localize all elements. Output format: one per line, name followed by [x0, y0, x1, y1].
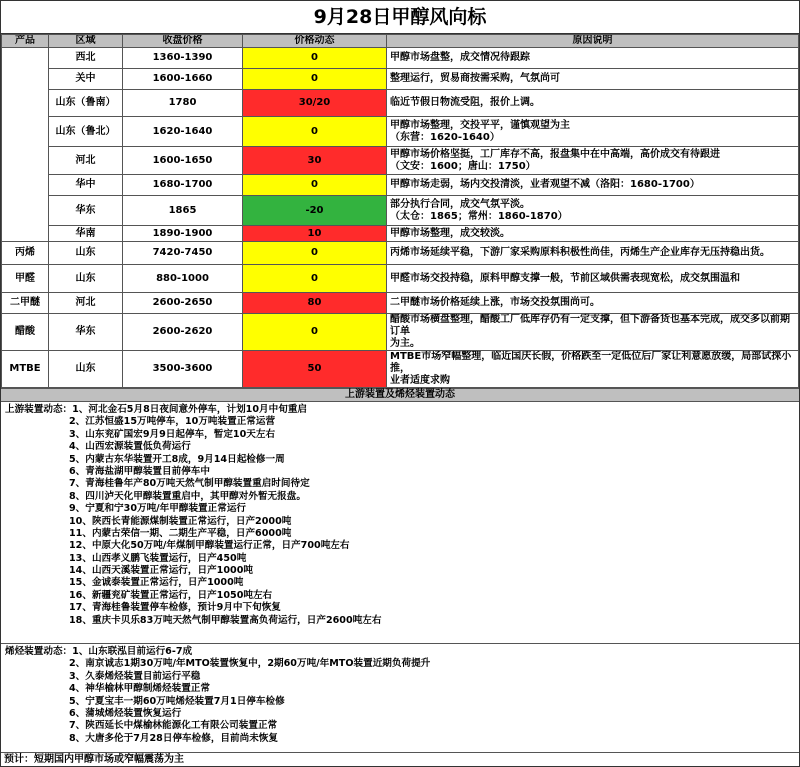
table-row — [2, 90, 799, 117]
region-cell: 华中 — [49, 175, 123, 196]
note-line: 甲醛市场交投持稳，原料甲醇支撑一般，节前区域供需表现宽松，成交氛围温和 — [390, 272, 740, 284]
upstream-item — [5, 441, 795, 453]
change-cell: 0 — [243, 175, 387, 196]
upstream-item — [5, 466, 795, 478]
olefin-text: 2、南京诚志1期30万吨/年MTO装置恢复中，2期60万吨/年MTO装置近期负荷提升 — [69, 658, 431, 670]
upstream-text: 3、山东兖矿国宏9月9日起停车，暂定10天左右 — [69, 428, 276, 440]
region-cell: 山东 — [49, 265, 123, 293]
upstream-label: 上游装置动态： — [5, 404, 73, 415]
product-cell: 甲醛 — [2, 265, 49, 293]
table-row — [2, 242, 799, 265]
note-line: 甲醇市场整理，成交较淡。 — [390, 227, 510, 239]
olefin-text: 8、大唐多伦于7月28日停车检修，目前尚未恢复 — [69, 732, 278, 744]
price-cell: 1600-1650 — [123, 147, 243, 175]
table-row — [2, 175, 799, 196]
price-cell: 1620-1640 — [123, 117, 243, 147]
note-cell — [387, 314, 799, 351]
upstream-text: 14、山西天溪装置正常运行，日产1000吨 — [69, 565, 253, 577]
table-row — [2, 293, 799, 314]
upstream-item — [5, 478, 795, 490]
price-cell: 1680-1700 — [123, 175, 243, 196]
change-cell: 30/20 — [243, 90, 387, 117]
change-cell: 80 — [243, 293, 387, 314]
forecast-text: 预计：短期国内甲醇市场或窄幅震荡为主 — [1, 752, 799, 766]
note-line: 临近节假日物流受阻，报价上调。 — [390, 97, 540, 108]
olefin-block — [1, 643, 799, 747]
upstream-item — [5, 553, 795, 565]
price-table — [1, 34, 799, 388]
note-cell — [387, 242, 799, 265]
upstream-item — [5, 602, 795, 614]
upstream-text: 11、内蒙古荣信一期、二期生产平稳，日产6000吨 — [69, 527, 292, 539]
change-cell: 50 — [243, 351, 387, 388]
note-line: 为主。 — [390, 338, 420, 349]
spacer — [1, 629, 799, 643]
change-cell: -20 — [243, 196, 387, 226]
product-cell: 丙烯 — [2, 242, 49, 265]
upstream-text: 7、青海桂鲁年产80万吨天然气制甲醇装置重启时间待定 — [69, 478, 310, 490]
region-cell: 华南 — [49, 226, 123, 242]
upstream-text: 4、山西宏源装置低负荷运行 — [69, 441, 191, 453]
upstream-text: 5、内蒙古东华装置开工8成，9月14日起检修一周 — [69, 453, 285, 465]
change-cell: 0 — [243, 117, 387, 147]
upstream-text: 8、四川泸天化甲醇装置重启中，其甲醇对外暂无报盘。 — [69, 490, 306, 502]
product-cell: MTBE — [2, 351, 49, 388]
olefin-item — [5, 708, 795, 720]
note-line: MTBE市场窄幅整理，临近国庆长假，价格跌至一定低位后厂家让利意愿放缓，局部试探小推， — [390, 351, 792, 374]
note-cell — [387, 48, 799, 69]
upstream-item — [5, 528, 795, 540]
header-region: 区域 — [49, 35, 123, 48]
note-cell — [387, 351, 799, 388]
upstream-item — [5, 565, 795, 577]
note-cell — [387, 147, 799, 175]
header-note: 原因说明 — [387, 35, 799, 48]
upstream-item — [5, 503, 795, 515]
olefin-text: 3、久泰烯烃装置目前运行平稳 — [69, 670, 201, 682]
change-cell: 10 — [243, 226, 387, 242]
upstream-text: 18、重庆卡贝乐83万吨天然气制甲醇装置高负荷运行，日产2600吨左右 — [69, 614, 382, 626]
change-cell: 0 — [243, 314, 387, 351]
upstream-text: 17、青海桂鲁装置停车检修，预计9月中下旬恢复 — [69, 602, 281, 614]
upstream-text: 15、金诚泰装置正常运行，日产1000吨 — [69, 577, 244, 589]
price-cell: 2600-2620 — [123, 314, 243, 351]
note-line: 甲醇市场盘整，成交情况待跟踪 — [390, 52, 530, 63]
table-row — [2, 226, 799, 242]
page-title: 9月28日甲醇风向标 — [1, 1, 799, 34]
note-cell — [387, 196, 799, 226]
header-product: 产品 — [2, 35, 49, 48]
table-row — [2, 117, 799, 147]
region-cell: 西北 — [49, 48, 123, 69]
change-cell: 0 — [243, 242, 387, 265]
note-line: 部分执行合同，成交气氛平淡。 — [390, 198, 530, 210]
upstream-item — [5, 590, 795, 602]
upstream-text: 16、新疆兖矿装置正常运行，日产1050吨左右 — [69, 589, 273, 601]
change-cell: 0 — [243, 265, 387, 293]
region-cell: 山东 — [49, 351, 123, 388]
region-cell: 山东 — [49, 242, 123, 265]
upstream-item — [5, 577, 795, 589]
upstream-item — [5, 454, 795, 466]
note-line: 甲醇市场价格坚挺，工厂库存不高，报盘集中在中高端，高价成交有待跟进 — [390, 148, 720, 160]
change-cell: 0 — [243, 48, 387, 69]
note-line: 业者适度求购 — [390, 375, 450, 386]
price-cell: 880-1000 — [123, 265, 243, 293]
region-cell: 河北 — [49, 147, 123, 175]
change-cell: 30 — [243, 147, 387, 175]
olefin-item — [5, 733, 795, 745]
olefin-item — [5, 720, 795, 732]
upstream-item — [5, 429, 795, 441]
note-line: （东营：1620-1640） — [390, 131, 500, 143]
note-line: （太仓：1865；常州：1860-1870） — [390, 210, 568, 222]
product-cell — [2, 48, 49, 242]
olefin-text: 1、山东联泓目前运行6-7成 — [72, 646, 193, 658]
note-cell — [387, 90, 799, 117]
price-cell: 1780 — [123, 90, 243, 117]
note-line: 甲醇市场整理，交投平平，谨慎观望为主 — [390, 119, 570, 131]
upstream-item — [5, 491, 795, 503]
upstream-item — [5, 404, 795, 416]
table-row — [2, 48, 799, 69]
upstream-item — [5, 416, 795, 428]
region-cell: 山东（鲁北） — [49, 117, 123, 147]
product-cell: 二甲醚 — [2, 293, 49, 314]
region-cell: 关中 — [49, 69, 123, 90]
header-price: 收盘价格 — [123, 35, 243, 48]
upstream-block — [1, 402, 799, 629]
note-cell — [387, 69, 799, 90]
header-change: 价格动态 — [243, 35, 387, 48]
note-cell — [387, 117, 799, 147]
note-line: 整理运行，贸易商按需采购，气氛尚可 — [390, 73, 560, 84]
table-row — [2, 69, 799, 90]
upstream-item — [5, 516, 795, 528]
upstream-text: 2、江苏恒盛15万吨停车，10万吨装置正常运营 — [69, 416, 276, 428]
olefin-text: 6、蒲城烯烃装置恢复运行 — [69, 707, 182, 719]
upstream-text: 10、陕西长青能源煤制装置正常运行，日产2000吨 — [69, 515, 292, 527]
table-row — [2, 147, 799, 175]
section-title: 上游装置及烯烃装置动态 — [1, 388, 799, 402]
olefin-label: 烯烃装置动态： — [5, 646, 73, 658]
product-cell: 醋酸 — [2, 314, 49, 351]
table-row — [2, 351, 799, 388]
price-cell: 2600-2650 — [123, 293, 243, 314]
table-header — [2, 35, 799, 48]
upstream-text: 1、河北金石5月8日夜间意外停车，计划10月中旬重启 — [72, 404, 308, 415]
price-cell: 1890-1900 — [123, 226, 243, 242]
olefin-text: 7、陕西延长中煤榆林能源化工有限公司装置正常 — [69, 720, 278, 732]
region-cell: 河北 — [49, 293, 123, 314]
upstream-text: 6、青海盐湖甲醇装置目前停车中 — [69, 465, 210, 477]
table-row — [2, 314, 799, 351]
note-cell — [387, 226, 799, 242]
upstream-text: 13、山西孝义鹏飞装置运行，日产450吨 — [69, 552, 247, 564]
region-cell: 华东 — [49, 314, 123, 351]
olefin-item — [5, 683, 795, 695]
note-line: 二甲醚市场价格延续上涨，市场交投氛围尚可。 — [390, 297, 600, 308]
region-cell: 华东 — [49, 196, 123, 226]
upstream-text: 9、宁夏和宁30万吨/年甲醇装置正常运行 — [69, 503, 247, 515]
olefin-item — [5, 696, 795, 708]
upstream-item — [5, 540, 795, 552]
note-line: 醋酸市场横盘整理，醋酸工厂低库存仍有一定支撑，但下游备货也基本完成，成交多以前期订单 — [390, 314, 790, 337]
olefin-text: 4、神华榆林甲醇制烯烃装置正常 — [69, 683, 210, 695]
note-cell — [387, 175, 799, 196]
price-cell: 7420-7450 — [123, 242, 243, 265]
note-cell — [387, 265, 799, 293]
olefin-item — [5, 671, 795, 683]
table-row — [2, 196, 799, 226]
olefin-text: 5、宁夏宝丰一期60万吨烯烃装置7月1日停车检修 — [69, 695, 285, 707]
note-line: 丙烯市场延续平稳，下游厂家采购原料积极性尚佳，丙烯生产企业库存无压持稳出货。 — [390, 247, 770, 258]
table-row — [2, 265, 799, 293]
olefin-item — [5, 658, 795, 670]
price-cell: 3500-3600 — [123, 351, 243, 388]
upstream-text: 12、中原大化50万吨/年煤制甲醇装置运行正常，日产700吨左右 — [69, 540, 350, 552]
olefin-item — [5, 646, 795, 658]
upstream-item — [5, 615, 795, 627]
price-cell: 1865 — [123, 196, 243, 226]
price-cell: 1600-1660 — [123, 69, 243, 90]
note-cell — [387, 293, 799, 314]
note-line: （文安：1600；唐山：1750） — [390, 160, 536, 172]
region-cell: 山东（鲁南） — [49, 90, 123, 117]
price-cell: 1360-1390 — [123, 48, 243, 69]
note-line: 甲醇市场走弱，场内交投清淡，业者观望不减（洛阳：1680-1700） — [390, 179, 700, 190]
change-cell: 0 — [243, 69, 387, 90]
